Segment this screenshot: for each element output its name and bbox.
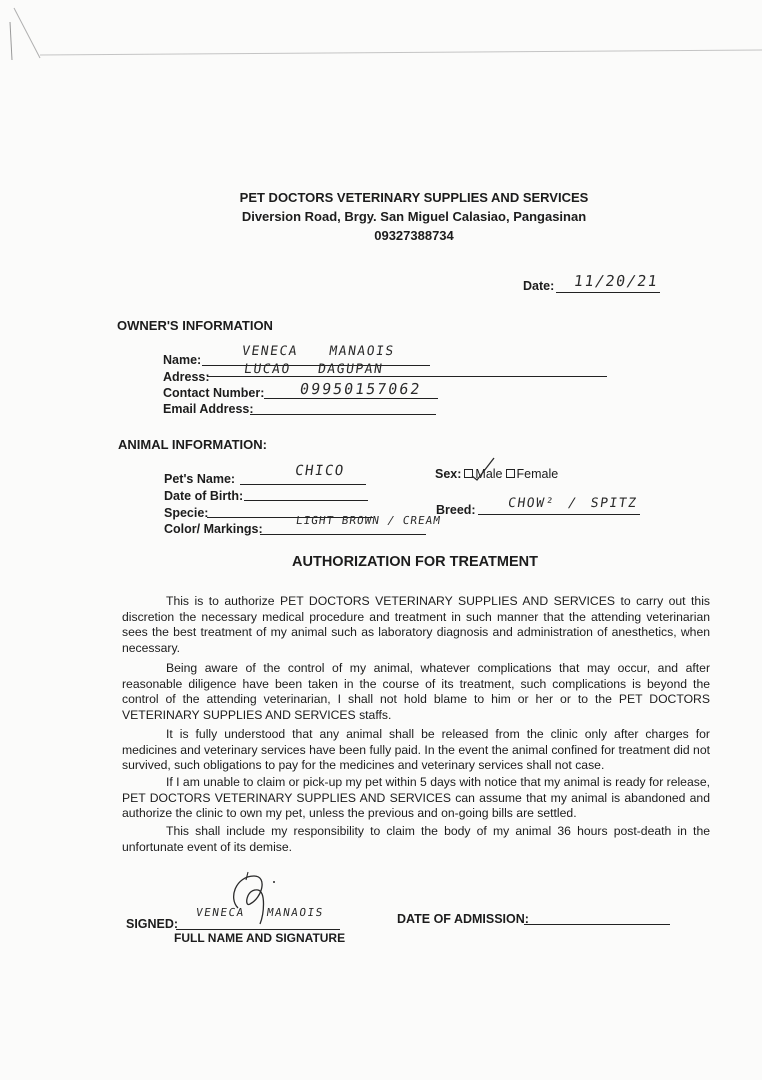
date-line[interactable] <box>556 292 660 293</box>
company-phone: 09327388734 <box>374 228 454 243</box>
sex-field <box>435 467 558 481</box>
company-address: Diversion Road, Brgy. San Miguel Calasiao, Pangasinan <box>241 209 587 224</box>
email-label: Email Address: <box>163 402 254 416</box>
date-of-admission-label: DATE OF ADMISSION: <box>397 912 529 926</box>
authorization-paragraph-1-text: This is to authorize PET DOCTORS VETERINARY SUPPLIES AND SERVICES to carry out this discretion the necessary medical procedure and treatment in such manner that the attending veterinarian sees the best treatment of my animal such as laboratory diagnosis and administration of anesthetics, when necessary. <box>122 594 710 655</box>
contact-number-line[interactable] <box>264 398 438 399</box>
color-markings-label: Color/ Markings: <box>164 522 263 536</box>
sex-label: Sex: <box>435 467 462 481</box>
male-option-label: Male <box>475 467 503 481</box>
owner-address-label: Adress: <box>163 370 210 384</box>
owner-name-value: VENECA MANAOIS <box>240 344 396 359</box>
breed-line[interactable] <box>478 514 640 515</box>
dob-line[interactable] <box>244 500 368 501</box>
owner-address-value: LUCAO DAGUPAN <box>242 362 385 377</box>
contact-number-value: 09950157062 <box>298 380 423 398</box>
signature-caption: FULL NAME AND SIGNATURE <box>174 931 346 945</box>
color-markings-line[interactable] <box>260 534 426 535</box>
authorization-paragraph-3-text: It is fully understood that any animal shall be released from the clinic only after charges for medicines and veterinary services have been fully paid. In the event the animal confined for treatment did not survived, such obligations to pay for the medicines and veterinary services shall not case. <box>122 727 710 772</box>
authorization-paragraph-4 <box>122 775 710 822</box>
email-line[interactable] <box>250 414 436 415</box>
company-name: PET DOCTORS VETERINARY SUPPLIES AND SERVICES <box>239 190 589 205</box>
authorization-paragraph-3 <box>122 727 710 774</box>
specie-label: Specie: <box>164 506 209 520</box>
authorization-paragraph-5 <box>122 824 710 855</box>
breed-label: Breed: <box>436 503 476 517</box>
pet-name-line[interactable] <box>240 484 366 485</box>
authorization-paragraph-5-text: This shall include my responsibility to claim the body of my animal 36 hours post-death in the unfortunate event of its demise. <box>122 824 710 854</box>
color-markings-value: LIGHT BROWN / CREAM <box>295 514 442 527</box>
owner-heading: OWNER'S INFORMATION <box>117 318 273 333</box>
female-checkbox[interactable] <box>506 469 515 478</box>
authorization-paragraph-2 <box>122 661 710 723</box>
date-of-admission-line[interactable] <box>524 924 670 925</box>
scan-edge-marks <box>0 0 762 70</box>
contact-number-label: Contact Number: <box>163 386 265 400</box>
female-option-label: Female <box>516 467 559 481</box>
owner-name-label: Name: <box>163 353 202 367</box>
authorization-paragraph-2-text: Being aware of the control of my animal, whatever complications that may occur, and after reasonable diligence have been taken in the course of its treatment, such complications is beyond the control of the attending veterinarian, I shall not hold blame to him or her or to the PET DOCTORS VETERINARY SUPPLIES AND SERVICES staffs. <box>122 661 710 722</box>
authorization-paragraph-4-text: If I am unable to claim or pick-up my pet within 5 days with notice that my animal is ready for release, PET DOCTORS VETERINARY SUPPLIES AND SERVICES can assume that my animal is abandoned and authorize the clinic to own my pet, unless the previous and on-going bills are settled. <box>122 775 710 820</box>
date-label: Date: <box>523 279 555 293</box>
signed-label: SIGNED: <box>126 917 179 931</box>
breed-value: CHOW² / SPITZ <box>506 496 639 511</box>
signed-name-value: VENECA MANAOIS <box>195 906 325 919</box>
date-value: 11/20/21 <box>572 272 660 290</box>
check-mark-icon <box>470 456 496 482</box>
pet-name-value: CHICO <box>293 463 346 479</box>
authorization-paragraph-1 <box>122 594 710 656</box>
signature-scribble <box>218 868 288 930</box>
pet-name-label: Pet's Name: <box>164 472 236 486</box>
dob-label: Date of Birth: <box>164 489 244 503</box>
authorization-title: AUTHORIZATION FOR TREATMENT <box>292 554 538 570</box>
animal-heading: ANIMAL INFORMATION: <box>118 437 267 452</box>
